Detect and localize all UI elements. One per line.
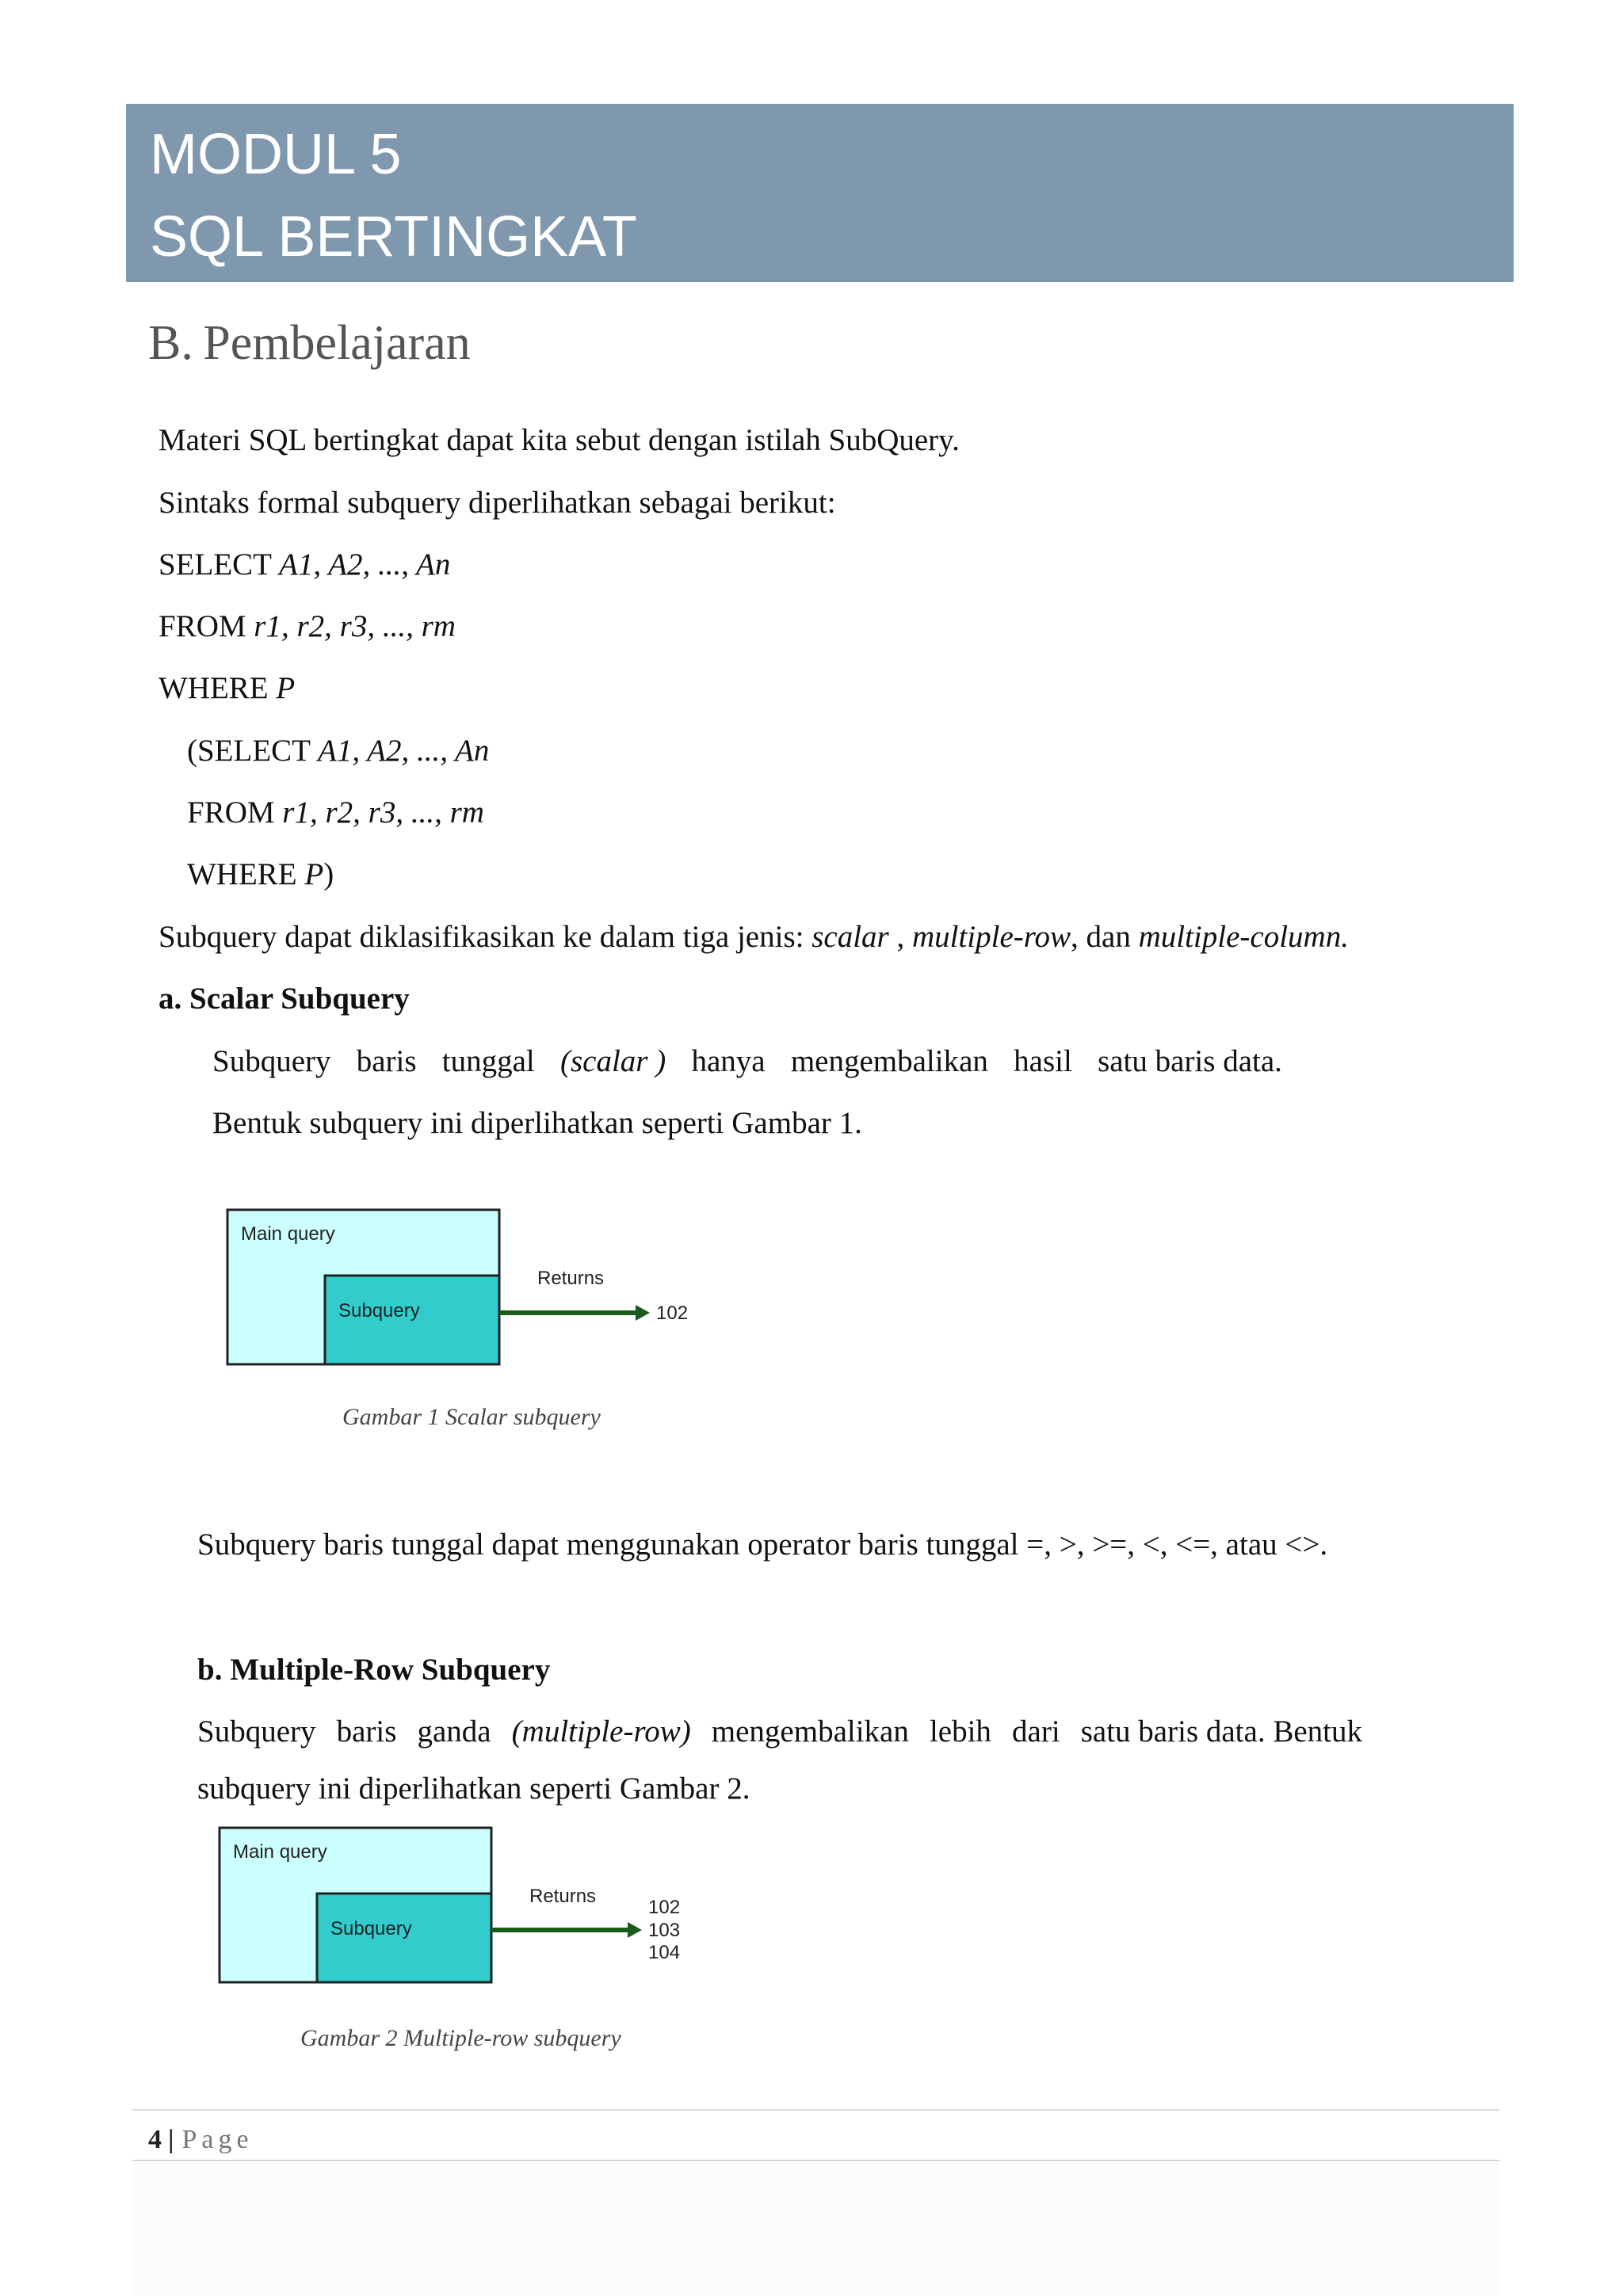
- page-word: Page: [181, 2125, 254, 2154]
- scalar-desc-line2: Bentuk subquery ini diperlihatkan seperti Gambar 1.: [212, 1106, 862, 1140]
- syntax-where-line: [158, 673, 295, 704]
- returns-label: Returns: [537, 1268, 605, 1289]
- main-query-label: Main query: [241, 1223, 335, 1245]
- select-args: A1, A2, ..., An: [318, 734, 490, 768]
- module-number: MODUL 5: [150, 123, 402, 186]
- subquery-label: Subquery: [338, 1300, 420, 1322]
- return-value: 102: [648, 1897, 681, 1918]
- keyword: WHERE: [158, 671, 277, 705]
- subquery-label: Subquery: [330, 1918, 412, 1939]
- footer-bottom-rule: [132, 2160, 1499, 2161]
- scalar-heading: a. Scalar Subquery: [158, 982, 410, 1016]
- module-title: SQL BERTINGKAT: [150, 205, 637, 269]
- classification-text: Subquery dapat diklasifikasikan ke dalam tiga jenis: scalar , multiple-row, dan multiple-column.: [158, 920, 1349, 954]
- main-query-label: Main query: [233, 1841, 327, 1863]
- syntax-intro-text: Sintaks formal subquery diperlihatkan sebagai berikut:: [158, 486, 836, 520]
- type-multiple-column: multiple-column.: [1138, 920, 1349, 954]
- arrow-head-icon: [628, 1922, 642, 1938]
- return-value: 103: [648, 1920, 681, 1941]
- intro-text: Materi SQL bertingkat dapat kita sebut dengan istilah SubQuery.: [158, 423, 960, 457]
- multiple-row-desc-line2: subquery ini diperlihatkan seperti Gambar 2.: [197, 1772, 750, 1806]
- from-args: r1, r2, r3, ..., rm: [254, 609, 456, 643]
- figure2-caption: Gambar 2 Multiple-row subquery: [300, 2025, 621, 2051]
- where-arg: P: [276, 671, 296, 705]
- return-value: 102: [656, 1302, 689, 1324]
- keyword: FROM: [187, 795, 283, 830]
- module-header: [126, 104, 1514, 282]
- scalar-operators-text: Subquery baris tunggal dapat menggunakan operator baris tunggal =, >, >=, <, <=, atau <>.: [197, 1527, 1328, 1562]
- syntax-sub-select-line: [187, 735, 489, 766]
- page-bottom-area: [132, 2163, 1499, 2296]
- syntax-sub-where-line: [187, 859, 334, 890]
- scalar-desc-line1: Subquery baris tunggal (scalar ) hanya mengembalikan hasil satu baris data.: [212, 1044, 1282, 1078]
- returns-label: Returns: [529, 1886, 597, 1907]
- select-args: A1, A2, ..., An: [279, 547, 451, 582]
- multiple-row-desc-line1: Subquery baris ganda (multiple-row) mengembalikan lebih dari satu baris data. Bentuk: [197, 1714, 1362, 1749]
- footer-separator: |: [168, 2125, 174, 2154]
- page-number: 4: [148, 2125, 162, 2154]
- footer-top-rule: [132, 2109, 1499, 2111]
- section-heading: B. Pembelajaran: [148, 316, 471, 370]
- multiple-row-subquery-diagram: [214, 1822, 705, 1997]
- page-footer: [148, 2125, 254, 2155]
- return-value: 104: [648, 1942, 681, 1963]
- keyword: (SELECT: [187, 734, 319, 768]
- scalar-subquery-diagram: [222, 1204, 713, 1379]
- figure1-caption: Gambar 1 Scalar subquery: [342, 1404, 601, 1430]
- type-scalar: scalar: [812, 920, 889, 954]
- keyword: SELECT: [158, 547, 280, 582]
- keyword: WHERE: [187, 857, 305, 891]
- arrow-head-icon: [636, 1305, 650, 1321]
- keyword: FROM: [158, 609, 254, 643]
- where-arg: P: [304, 857, 324, 891]
- type-multiple-row: multiple-row: [911, 920, 1071, 954]
- syntax-from-line: [158, 611, 456, 642]
- syntax-sub-from-line: [187, 797, 484, 828]
- from-args: r1, r2, r3, ..., rm: [282, 795, 484, 830]
- multiple-row-heading: b. Multiple-Row Subquery: [197, 1653, 551, 1687]
- syntax-select-line: [158, 549, 450, 580]
- close-paren: ): [323, 857, 334, 891]
